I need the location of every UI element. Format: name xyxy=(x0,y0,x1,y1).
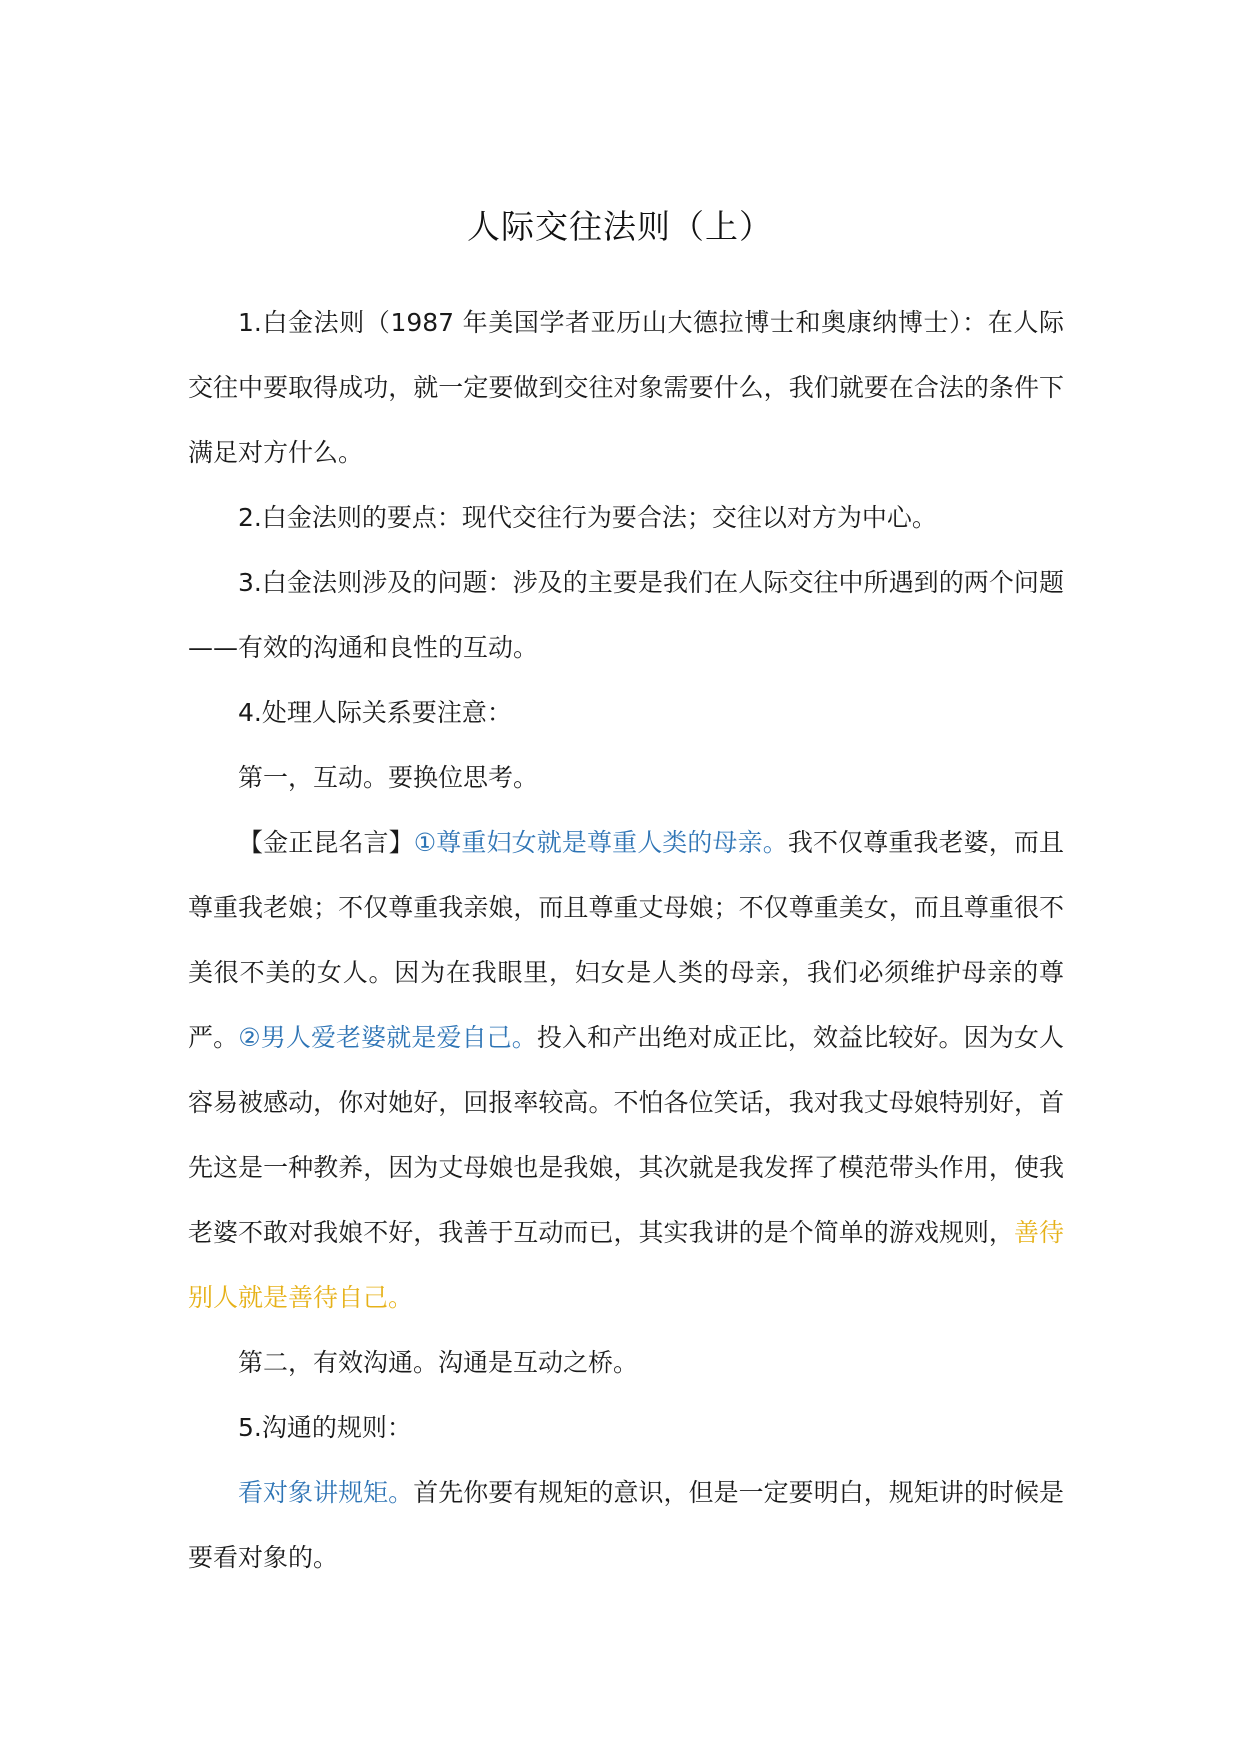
rules-highlight: 看对象讲规矩。 xyxy=(238,1478,414,1507)
paragraph-rules-detail xyxy=(188,1460,1064,1590)
paragraph-issues: 3.白金法则涉及的问题：涉及的主要是我们在人际交往中所遇到的两个问题——有效的沟通和良性的互动。 xyxy=(188,568,1064,662)
paragraph-communication-rules: 5.沟通的规则： xyxy=(238,1413,412,1442)
quote-text-2: 投入和产出绝对成正比，效益比较好。因为女人容易被感动，你对她好，回报率较高。不怕各位笑话，我对我丈母娘特别好，首先这是一种教养，因为丈母娘也是我娘，其次就是我发挥了模范带头作用，使我老婆不敢对我娘不好，我善于互动而已，其实我讲的是个简单的游戏规则， xyxy=(188,1023,1064,1247)
quote-highlight-2: ②男人爱老婆就是爱自己。 xyxy=(238,1023,537,1052)
document-title: 人际交往法则（上） xyxy=(467,207,773,247)
paragraph-first-interaction: 第一，互动。要换位思考。 xyxy=(238,763,539,792)
quote-highlight-1: ①尊重妇女就是尊重人类的母亲。 xyxy=(413,828,788,857)
paragraph-second-communication: 第二，有效沟通。沟通是互动之桥。 xyxy=(238,1348,639,1377)
paragraph-key-points: 2.白金法则的要点：现代交往行为要合法；交往以对方为中心。 xyxy=(238,503,937,532)
quote-text-1: 我不仅尊重我老婆，而且尊重我老娘；不仅尊重我亲娘，而且尊重丈母娘；不仅尊重美女，而且尊重很不美很不美的女人。因为在我眼里，妇女是人类的母亲，我们必须维护母亲的尊严。 xyxy=(188,828,1064,1052)
quote-label: 【金正昆名言】 xyxy=(238,828,414,857)
paragraph-platinum-rule: 1.白金法则（1987 年美国学者亚历山大德拉博士和奥康纳博士）：在人际交往中要取得成功，就一定要做到交往对象需要什么，我们就要在合法的条件下满足对方什么。 xyxy=(188,308,1064,467)
rules-text: 首先你要有规矩的意识，但是一定要明白，规矩讲的时候是要看对象的。 xyxy=(188,1478,1064,1572)
quote-highlight-3: 善待别人就是善待自己。 xyxy=(188,1218,1064,1312)
paragraph-quote xyxy=(188,810,1064,1330)
document-body xyxy=(188,290,1064,1590)
paragraph-attention: 4.处理人际关系要注意： xyxy=(238,698,512,727)
